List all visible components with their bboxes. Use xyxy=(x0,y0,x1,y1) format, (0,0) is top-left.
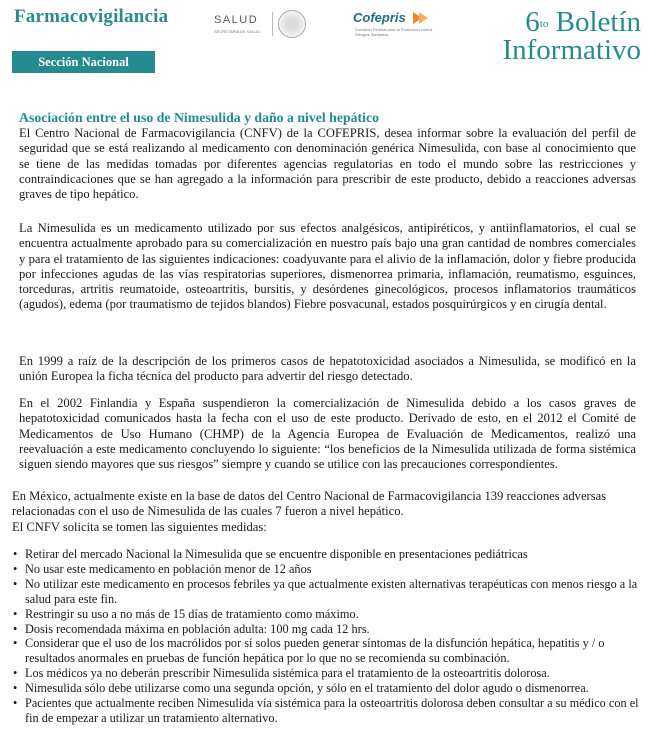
paragraph-5: En México, actualmente existe en la base de datos del Centro Nacional de Farmacovigilancia 139 reacciones adversas relacionadas con el uso de Nimesulida de las cuales 7 fueron a nivel hepático. xyxy=(12,489,607,519)
paragraph-4: En el 2002 Finlandia y España suspendieron la comercialización de Nimesulida debido a los casos graves de hepatotoxicidad comunicados hasta la fecha con el uso de este producto. Derivado de esto, en el 2012 el Comité de Medicamentos de Uso Humano (CHMP) de la Agencia Europea de Evaluación de Medicamentos, realizó una reevaluación a este medicamento concluyendo lo siguiente: “los beneficios de la Nimesulida utilizada de forma sistémica siguen siendo mayores que sus riesgos” siempre y cuando se utilice con las precauciones correspondientes. xyxy=(19,396,636,472)
list-item: • Pacientes que actualmente reciben Nimesulida vía sistémica para la osteoartritis dolorosa deben consultar a su médico con el fin de empezar a utilizar un tratamiento alternativo. xyxy=(12,696,642,726)
bulletin-number: 6 xyxy=(525,6,540,38)
list-item: • Considerar que el uso de los macrólidos por sí solos pueden generar síntomas de la disfunción hepática, hepatitis y / o resultados anormales en pruebas de función hepática por lo que no se recomienda su combinación. xyxy=(12,636,642,666)
cofepris-logo xyxy=(353,10,443,42)
salud-logo-sub: SECRETARÍA DE SALUD xyxy=(214,29,261,34)
paragraph-6: El CNFV solicita se tomen las siguientes medidas: xyxy=(12,520,267,534)
paragraph-1: El Centro Nacional de Farmacovigilancia (CNFV) de la COFEPRIS, desea informar sobre la evaluación del perfil de seguridad que se está realizando al medicamento con denominación genérica Nimesulida, con base al conocimiento que se tiene de las medidas tomadas por diferentes agencias regulatorias en todo el mundo sobre las restricciones y contraindicaciones que se han agregado a la información para prescribir de este producto, debido a reacciones adversas graves de tipo hepático. xyxy=(19,126,636,202)
list-item: • Nimesulida sólo debe utilizarse como una segunda opción, y sólo en el tratamiento del dolor agudo o dismenorrea. xyxy=(12,681,642,696)
brand-title: Farmacovigilancia xyxy=(14,6,169,27)
bulletin-sup: to xyxy=(539,18,549,30)
paragraph-3: En 1999 a raíz de la descripción de los primeros casos de hepatotoxicidad asociados a Nimesulida, se modificó en la unión Europea la ficha técnica del producto para advertir del riesgo detectado. xyxy=(19,354,636,384)
bulletin-word1: Boletín xyxy=(555,6,641,38)
list-item: • No utilizar este medicamento en procesos febriles ya que actualmente existen alternativas terapéuticas con menos riesgo a la salud para este fin. xyxy=(12,577,642,607)
salud-logo-word: SALUD xyxy=(214,14,259,26)
cofepris-logo-word: Cofepris xyxy=(353,10,406,25)
bulletin-word2: Informativo xyxy=(502,34,641,66)
list-item: • Dosis recomendada máxima en población adulta: 100 mg cada 12 hrs. xyxy=(12,622,642,637)
salud-logo xyxy=(214,10,309,42)
paragraph-2: La Nimesulida es un medicamento utilizado por sus efectos analgésicos, antipiréticos, y antiinflamatorios, el cual se encuentra actualmente aprobado para su comercialización en nuestro país bajo una gran cantidad de nombres comerciales y para el tratamiento de las siguientes indicaciones: coadyuvante para el alivio de la inflamación, dolor y fiebre producida por infecciones agudas de las vías respiratorias superiores, dismenorrea primaria, inflamación, reumatismo, esguinces, torceduras, artritis reumatoide, osteoartritis, bursitis, y desórdenes ginecológicos, procesos inflamatorios traumáticos (agudos), edema (por traumatismo de tejidos blandos) Fiebre posvacunal, estados posquirúrgicos y en cirugía dental. xyxy=(19,221,636,312)
list-item: • No usar este medicamento en población menor de 12 años xyxy=(12,562,642,577)
list-item: • Restringir su uso a no más de 15 días de tratamiento como máximo. xyxy=(12,607,642,622)
logo-divider xyxy=(272,12,273,36)
list-item: • Los médicos ya no deberán prescribir Nimesulida sistémica para el tratamiento de la osteoartritis dolorosa. xyxy=(12,666,642,681)
section-label: Sección Nacional xyxy=(12,51,155,73)
article-title: Asociación entre el uso de Nimesulida y daño a nivel hepático xyxy=(19,110,380,125)
measures-list xyxy=(12,547,642,726)
bulletin-title xyxy=(502,8,641,64)
arrow-icon xyxy=(419,12,428,24)
national-seal-icon xyxy=(278,10,306,38)
cofepris-logo-sub: Comisión Federal para la Protección contra Riesgos Sanitarios xyxy=(355,27,432,37)
list-item: • Retirar del mercado Nacional la Nimesulida que se encuentre disponible en presentaciones pediátricas xyxy=(12,547,642,562)
